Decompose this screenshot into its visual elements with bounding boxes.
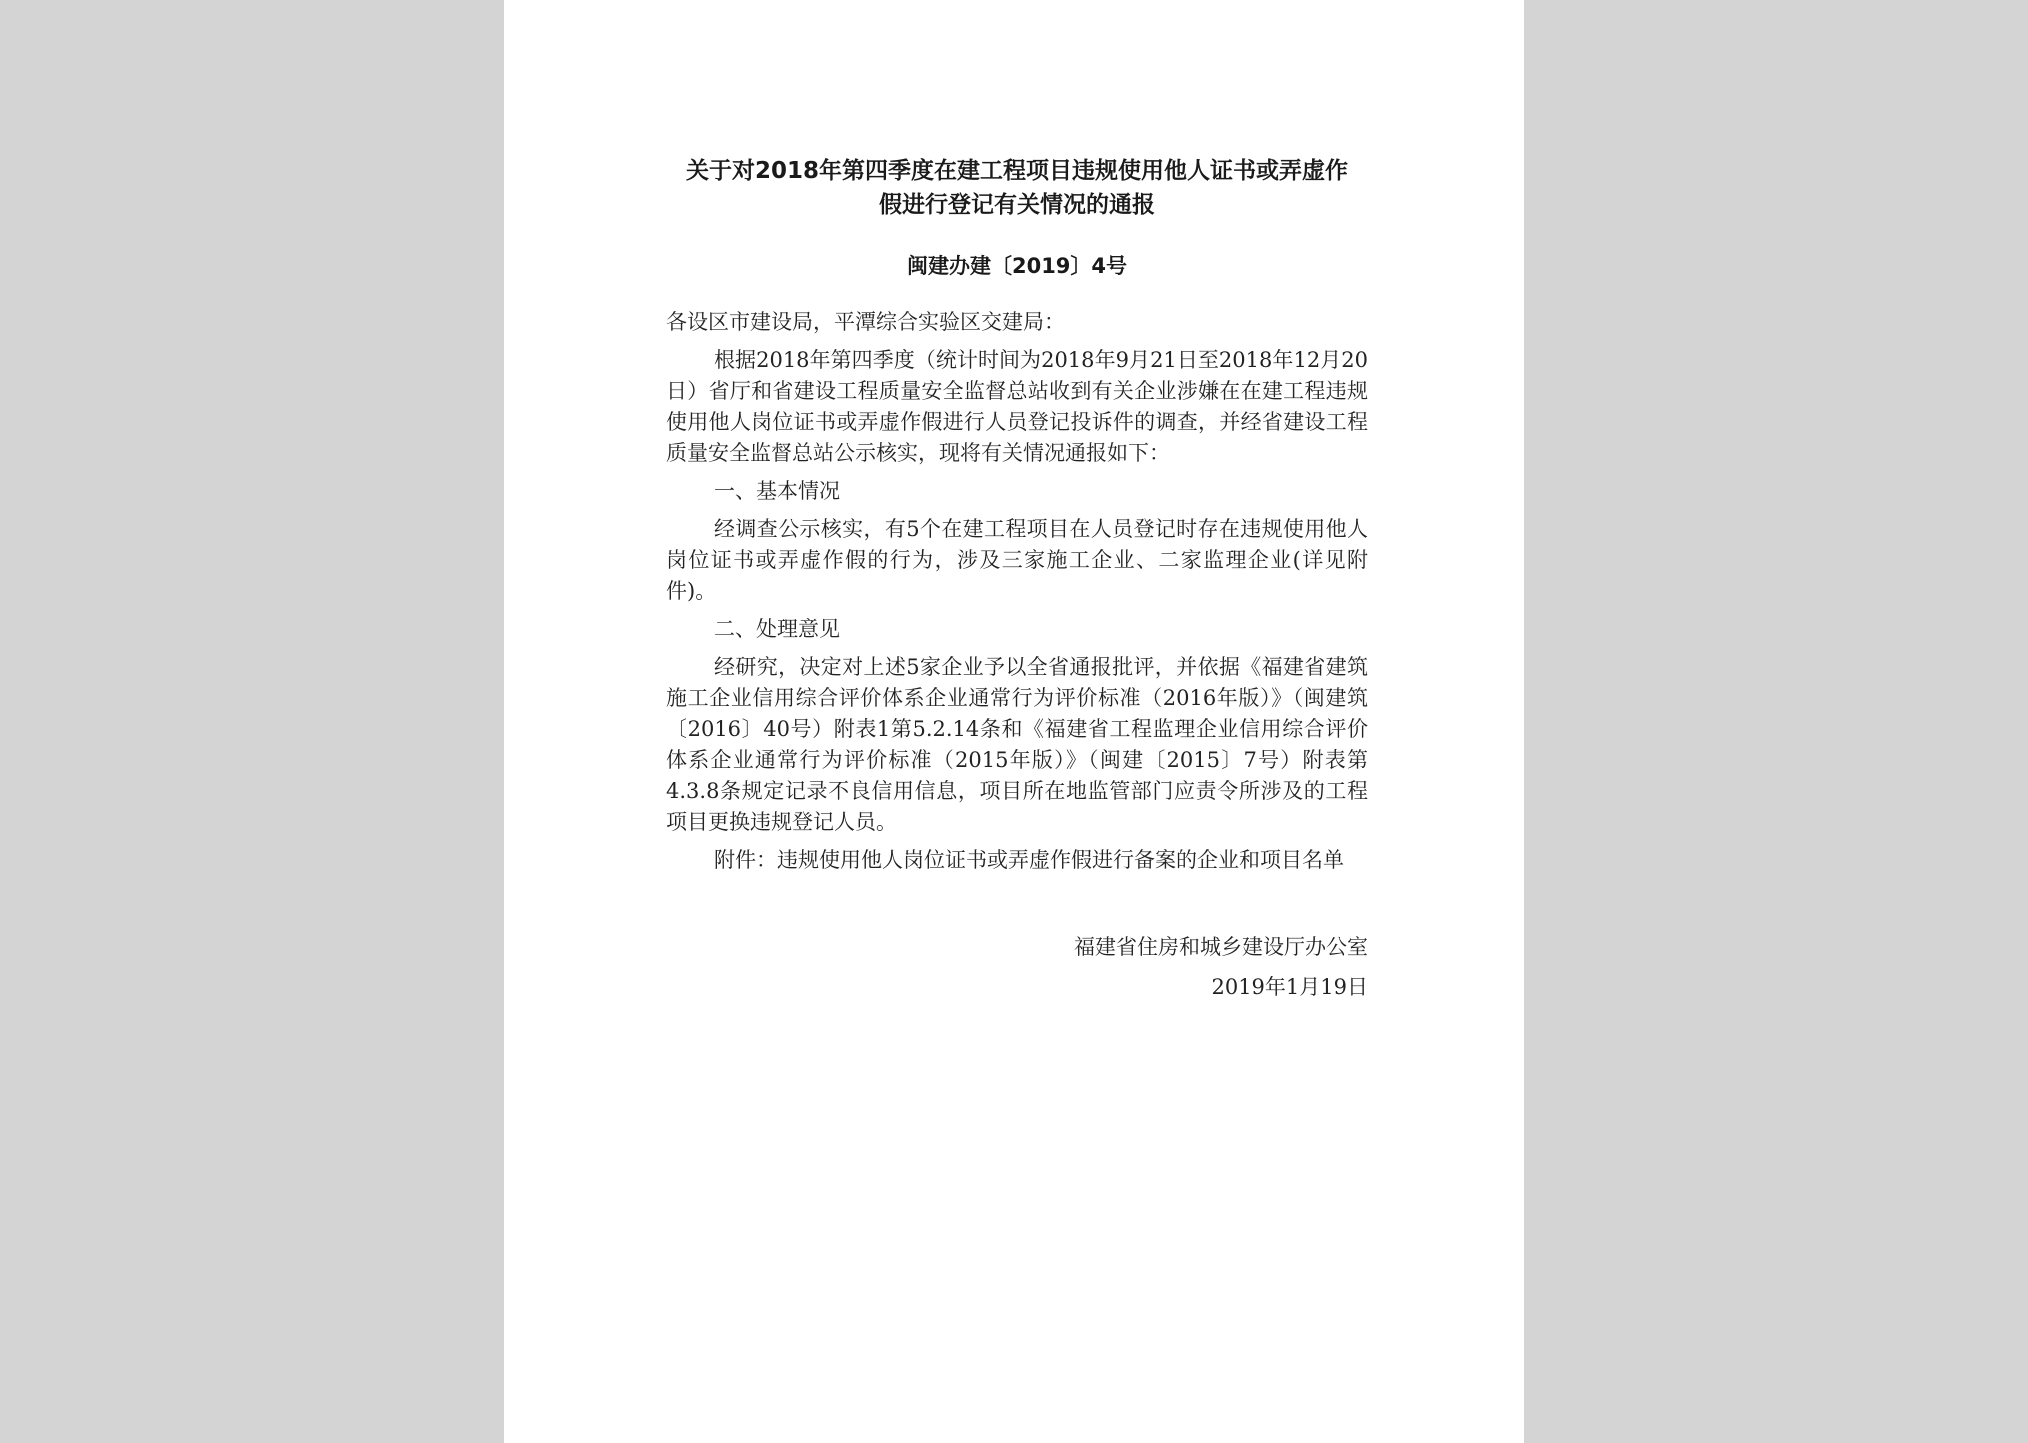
title-line-2: 假进行登记有关情况的通报 <box>879 192 1155 218</box>
section-handling-opinion <box>666 614 1368 838</box>
page-content <box>666 154 1368 1007</box>
section-1-body: 经调查公示核实，有5个在建工程项目在人员登记时存在违规使用他人岗位证书或弄虚作假的行为，涉及三家施工企业、二家监理企业(详见附件)。 <box>666 517 1368 603</box>
document-title <box>666 154 1368 222</box>
signature-organization: 福建省住房和城乡建设厅办公室 <box>1074 935 1368 959</box>
title-line-1: 关于对2018年第四季度在建工程项目违规使用他人证书或弄虚作 <box>685 158 1348 184</box>
signature-block <box>666 927 1368 1007</box>
attachment-note: 附件：违规使用他人岗位证书或弄虚作假进行备案的企业和项目名单 <box>714 848 1344 872</box>
document-page <box>504 0 1524 1443</box>
section-1-heading: 一、基本情况 <box>714 479 840 503</box>
signature-date: 2019年1月19日 <box>1211 975 1368 999</box>
section-basic-situation <box>666 476 1368 607</box>
addressee: 各设区市建设局，平潭综合实验区交建局： <box>666 310 1065 334</box>
document-number: 闽建办建〔2019〕4号 <box>906 254 1128 278</box>
section-2-heading: 二、处理意见 <box>714 617 840 641</box>
section-2-body: 经研究，决定对上述5家企业予以全省通报批评，并依据《福建省建筑施工企业信用综合评价体系企业通常行为评价标准（2016年版）》（闽建筑〔2016〕40号）附表1第5.2.14条和《福建省工程监理企业信用综合评价体系企业通常行为评价标准（2015年版）》（闽建〔2015〕7号）附表第4.3.8条规定记录不良信用信息，项目所在地监管部门应责令所涉及的工程项目更换违规登记人员。 <box>666 655 1368 834</box>
intro-paragraph: 根据2018年第四季度（统计时间为2018年9月21日至2018年12月20日）省厅和省建设工程质量安全监督总站收到有关企业涉嫌在在建工程违规使用他人岗位证书或弄虚作假进行人员登记投诉件的调查，并经省建设工程质量安全监督总站公示核实，现将有关情况通报如下： <box>666 348 1368 465</box>
